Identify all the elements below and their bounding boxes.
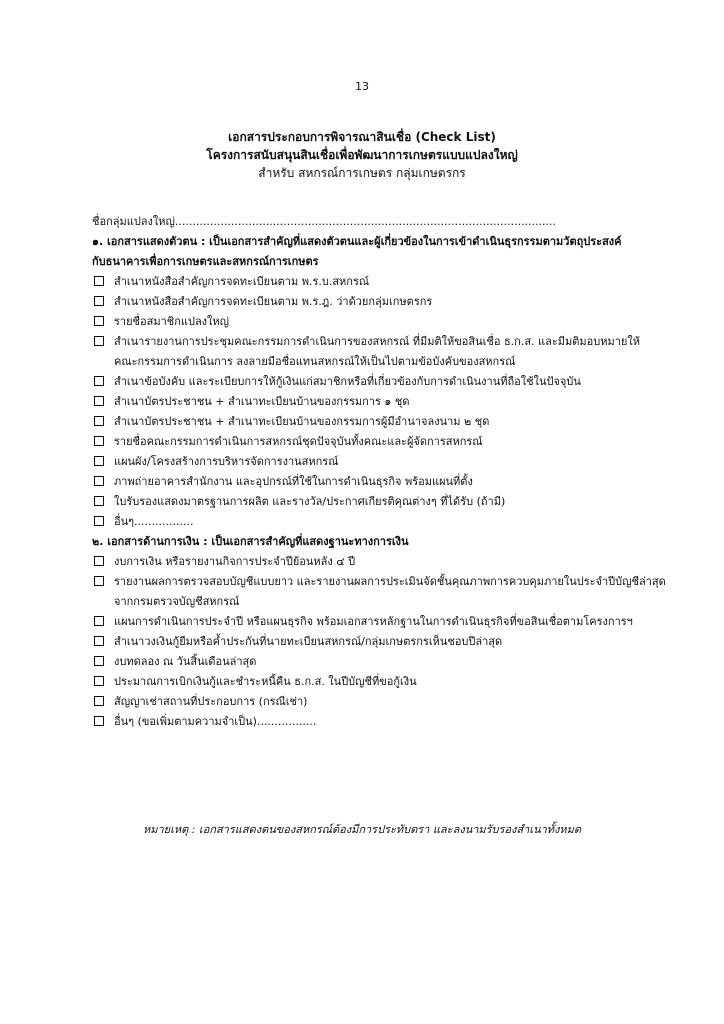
checkbox-icon[interactable] (94, 716, 104, 726)
checklist-item (92, 472, 692, 492)
checklist-item-label: สำเนาหนังสือสำคัญการจดทะเบียนตาม พ.ร.บ.สหกรณ์ (114, 275, 370, 288)
checklist-item (92, 332, 692, 372)
checklist-item-label: รายชื่อสมาชิกแปลงใหญ่ (114, 315, 230, 328)
checklist-item-label: สำเนารายงานการประชุมคณะกรรมการดำเนินการของสหกรณ์ ที่มีมติให้ขอสินเชื่อ ธ.ก.ส. และมีมติมอบหมายให้ (114, 335, 640, 348)
checklist-item (92, 452, 692, 472)
checklist-item-label: สำเนาข้อบังคับ และระเบียบการให้กู้เงินแก่สมาชิกหรือที่เกี่ยวข้องกับการดำเนินงานที่ถือใช้ในปัจจุบัน (114, 375, 581, 388)
checklist-item (92, 712, 692, 732)
group-name-line: ชื่อกลุ่มแปลงใหญ่............................................................................................................. (92, 215, 557, 228)
checkbox-icon[interactable] (94, 696, 104, 706)
section2-heading: ๒. เอกสารด้านการเงิน : เป็นเอกสารสำคัญที่แสดงฐานะทางการเงิน (92, 535, 409, 548)
checkbox-icon[interactable] (94, 656, 104, 666)
checklist-item-label: สำเนาหนังสือสำคัญการจดทะเบียนตาม พ.ร.ฎ. ว่าด้วยกลุ่มเกษตรกร (114, 295, 433, 308)
page-number: 13 (355, 80, 369, 93)
checklist-item-label: งบการเงิน หรือรายงานกิจการประจำปีย้อนหลัง ๔ ปี (114, 555, 356, 568)
checkbox-icon[interactable] (94, 376, 104, 386)
checklist-item (92, 572, 692, 612)
document-title: เอกสารประกอบการพิจารณาสินเชื่อ (Check List) (228, 130, 496, 144)
checkbox-icon[interactable] (94, 676, 104, 686)
checkbox-icon[interactable] (94, 516, 104, 526)
checkbox-icon[interactable] (94, 576, 104, 586)
checklist-item (92, 392, 692, 412)
checklist-item (92, 372, 692, 392)
checkbox-icon[interactable] (94, 276, 104, 286)
checkbox-icon[interactable] (94, 556, 104, 566)
checklist-item (92, 552, 692, 572)
checkbox-icon[interactable] (94, 636, 104, 646)
checklist-item-label: อื่นๆ................. (114, 515, 194, 528)
checklist-item-label: สำเนาบัตรประชาชน + สำเนาทะเบียนบ้านของกรรมการ ๑ ชุด (114, 395, 410, 408)
checklist-item-label: งบทดลอง ณ วันสิ้นเดือนล่าสุด (114, 655, 257, 668)
checklist-item (92, 612, 692, 632)
checklist-item-label: สำเนาบัตรประชาชน + สำเนาทะเบียนบ้านของกรรมการผู้มีอำนาจลงนาม ๒ ชุด (114, 415, 490, 428)
checkbox-icon[interactable] (94, 336, 104, 346)
checklist-item-label-cont: คณะกรรมการดำเนินการ ลงลายมือชื่อแทนสหกรณ์ให้เป็นไปตามข้อบังคับของสหกรณ์ (114, 355, 516, 368)
checklist-item (92, 292, 692, 312)
checklist-content (92, 212, 692, 732)
target-audience: สำหรับ สหกรณ์การเกษตร กลุ่มเกษตรกร (258, 166, 466, 180)
project-title: โครงการสนับสนุนสินเชื่อเพื่อพัฒนาการเกษตรแบบแปลงใหญ่ (206, 148, 518, 162)
footnote: หมายเหตุ : เอกสารแสดงตนของสหกรณ์ต้องมีการประทับตรา และลงนามรับรองสำเนาทั้งหมด (142, 823, 582, 836)
checklist-item (92, 432, 692, 452)
checkbox-icon[interactable] (94, 396, 104, 406)
checklist-item (92, 692, 692, 712)
checkbox-icon[interactable] (94, 616, 104, 626)
section2-list (92, 552, 692, 732)
checkbox-icon[interactable] (94, 456, 104, 466)
checklist-item-label: ใบรับรองแสดงมาตรฐานการผลิต และรางวัล/ประกาศเกียรติคุณต่างๆ ที่ได้รับ (ถ้ามี) (114, 495, 506, 508)
section1-list (92, 272, 692, 532)
checkbox-icon[interactable] (94, 416, 104, 426)
checkbox-icon[interactable] (94, 476, 104, 486)
checklist-item (92, 272, 692, 292)
checklist-item-label: แผนผัง/โครงสร้างการบริหารจัดการงานสหกรณ์ (114, 455, 339, 468)
checklist-item-label: ภาพถ่ายอาคารสำนักงาน และอุปกรณ์ที่ใช้ในการดำเนินธุรกิจ พร้อมแผนที่ตั้ง (114, 475, 473, 488)
checklist-item-label: สัญญาเช่าสถานที่ประกอบการ (กรณีเช่า) (114, 695, 308, 708)
checklist-item (92, 492, 692, 512)
checklist-item (92, 512, 692, 532)
checklist-item (92, 412, 692, 432)
section1-heading: ๑. เอกสารแสดงตัวตน : เป็นเอกสารสำคัญที่แสดงตัวตนและผู้เกี่ยวข้องในการเข้าดำเนินธุรกรรมตามวัตถุประสงค์ (92, 235, 622, 248)
checkbox-icon[interactable] (94, 496, 104, 506)
checklist-item-label: ประมาณการเบิกเงินกู้และชำระหนี้คืน ธ.ก.ส. ในปีบัญชีที่ขอกู้เงิน (114, 675, 417, 688)
checklist-item-label: รายงานผลการตรวจสอบบัญชีแบบยาว และรายงานผลการประเมินจัดชั้นคุณภาพการควบคุมภายในประจำปีบัญชีล่าสุด (114, 575, 666, 588)
checklist-item-label: แผนการดำเนินการประจำปี หรือแผนธุรกิจ พร้อมเอกสารหลักฐานในการดำเนินธุรกิจที่ขอสินเชื่อตามโครงการฯ (114, 615, 633, 628)
section1-heading-cont: กับธนาคารเพื่อการเกษตรและสหกรณ์การเกษตร (92, 255, 319, 268)
checklist-item (92, 672, 692, 692)
checklist-item-label: สำเนาวงเงินกู้ยืมหรือค้ำประกันที่นายทะเบียนสหกรณ์/กลุ่มเกษตรกรเห็นชอบปีล่าสุด (114, 635, 503, 648)
checklist-item-label: รายชื่อคณะกรรมการดำเนินการสหกรณ์ชุดปัจจุบันทั้งคณะและผู้จัดการสหกรณ์ (114, 435, 483, 448)
checkbox-icon[interactable] (94, 316, 104, 326)
checkbox-icon[interactable] (94, 436, 104, 446)
document-header (0, 128, 724, 182)
checklist-item (92, 632, 692, 652)
checkbox-icon[interactable] (94, 296, 104, 306)
checklist-item (92, 652, 692, 672)
checklist-item (92, 312, 692, 332)
checklist-item-label: อื่นๆ (ขอเพิ่มตามความจำเป็น)................. (114, 715, 317, 728)
checklist-item-label-cont: จากกรมตรวจบัญชีสหกรณ์ (114, 595, 240, 608)
